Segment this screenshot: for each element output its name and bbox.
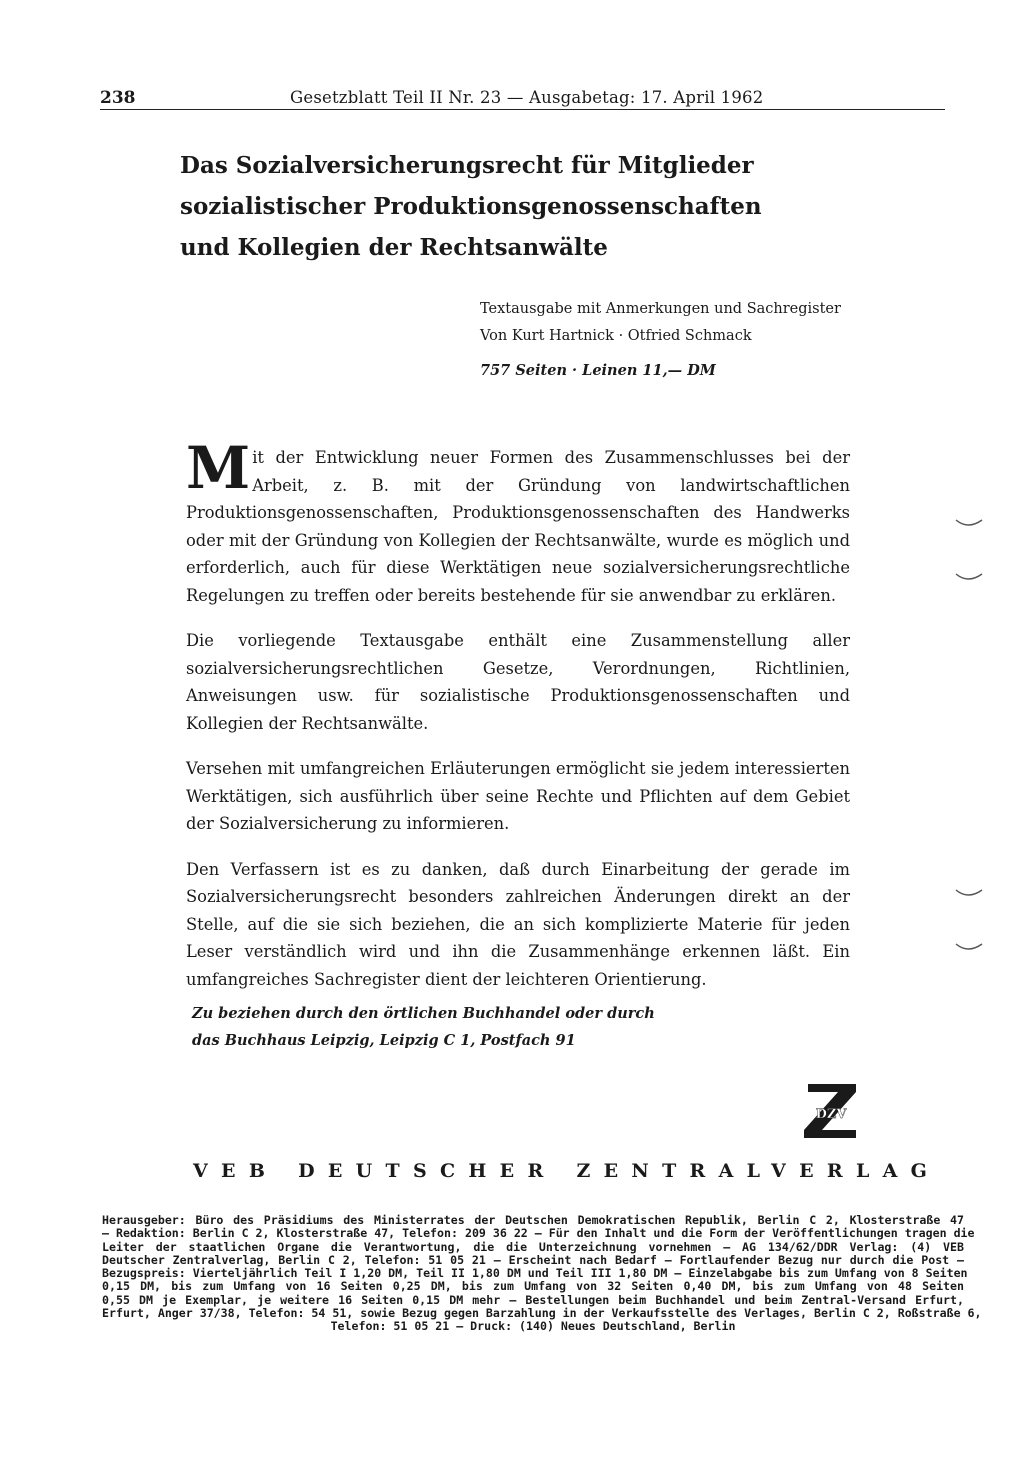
paragraph: Versehen mit umfangreichen Erläuterungen ermöglicht sie jedem interessierten Werktätigen, sich ausführlich über seine Rechte und Pflichten auf dem Gebiet der Sozialversicherung zu informieren. (186, 759, 850, 833)
book-title-line: sozialistischer Produktionsgenossenschaften (180, 193, 762, 220)
book-title-line: und Kollegien der Rechtsanwälte (180, 234, 608, 261)
imprint-line: – Redaktion: Berlin C 2, Klosterstraße 47, Telefon: 209 36 22 – Für den Inhalt und die Form der Veröffentlichungen tragen die (102, 1226, 975, 1241)
book-authors: Von Kurt Hartnick · Otfried Schmack (480, 328, 752, 344)
logo-text: DZV (815, 1107, 847, 1122)
book-title (180, 145, 800, 268)
imprint-line: Leiter der staatlichen Organe die Verantwortung, die die Unterzeichnung vornehmen – AG 134/62/DDR Verlag: (4) VEB (102, 1239, 964, 1254)
imprint-line: Telefon: 51 05 21 – Druck: (140) Neues Deutschland, Berlin (330, 1319, 736, 1334)
margin-mark-icon (950, 570, 990, 586)
margin-mark-icon (950, 940, 990, 956)
paragraph (186, 434, 850, 609)
paragraph-text: it der Entwicklung neuer Formen des Zusammenschlusses bei der Arbeit, z. B. mit der Gründung von landwirtschaftlichen Produktionsgenossenschaften, Produktionsgenossenschaften des Handwerks oder mit der Gründung von Kollegien der Rechtsanwälte, wurde es möglich und erforderlich, auch für diese Werktätigen neue sozialversicherungsrechtliche Regelungen zu treffen oder bereits bestehende für sie anwendbar zu erklären. (186, 448, 850, 605)
margin-mark-icon (950, 886, 990, 902)
imprint-line: Bezugspreis: Vierteljährlich Teil I 1,20 DM, Teil II 1,80 DM und Teil III 1,80 DM – Einzelabgabe bis zum Umfang von 8 Seiten (102, 1266, 968, 1281)
imprint-line: 0,15 DM, bis zum Umfang von 16 Seiten 0,25 DM, bis zum Umfang von 32 Seiten 0,40 DM, bis zum Umfang von 48 Seiten (102, 1279, 964, 1294)
ordering-info (192, 1000, 655, 1054)
imprint (102, 1213, 982, 1334)
page-number: 238 (100, 88, 136, 108)
article-body (186, 434, 850, 1011)
drop-cap: M (186, 434, 251, 502)
publisher-name: VEB DEUTSCHER ZENTRALVERLAG (193, 1160, 941, 1182)
paragraph: Die vorliegende Textausgabe enthält eine Zusammenstellung aller sozialversicherungsrechtlichen Gesetze, Verordnungen, Richtlinien, Anweisungen usw. für sozialistische Produktionsgenossenschaften und Kollegien der Rechtsanwälte. (186, 631, 850, 733)
ordering-line: das Buchhaus Leipzig, Leipzig C 1, Postfach 91 (192, 1032, 576, 1049)
imprint-line: 0,55 DM je Exemplar, je weitere 16 Seiten 0,15 DM mehr – Bestellungen beim Buchhandel und beim Zentral-Versand Erfurt, (102, 1292, 964, 1307)
ordering-line: Zu beziehen durch den örtlichen Buchhandel oder durch (192, 1005, 655, 1022)
imprint-line: Deutscher Zentralverlag, Berlin C 2, Telefon: 51 05 21 – Erscheint nach Bedarf – Fortlaufender Bezug nur durch die Post – (102, 1252, 964, 1267)
running-title: Gesetzblatt Teil II Nr. 23 — Ausgabetag: 17. April 1962 (290, 88, 764, 107)
book-meta: 757 Seiten · Leinen 11,— DM (480, 362, 716, 379)
book-title-line: Das Sozialversicherungsrecht für Mitglieder (180, 152, 754, 179)
book-subtitle-block (480, 296, 841, 350)
imprint-line: Herausgeber: Büro des Präsidiums des Ministerrates der Deutschen Demokratischen Republik, Berlin C 2, Klosterstraße 47 (102, 1213, 964, 1227)
paragraph: Den Verfassern ist es zu danken, daß durch Einarbeitung der gerade im Sozialversicherungsrecht besonders zahlreichen Änderungen direkt an der Stelle, auf die sie sich beziehen, die an sich komplizierte Materie für jeden Leser verständlich wird und ihn die Zusammenhänge erkennen läßt. Ein umfangreiches Sachregister dient der leichteren Orientierung. (186, 859, 850, 989)
margin-mark-icon (950, 516, 990, 532)
margin-marks (950, 0, 990, 1465)
book-subtitle: Textausgabe mit Anmerkungen und Sachregister (480, 301, 841, 317)
header-rule (100, 109, 945, 110)
imprint-line: Erfurt, Anger 37/38, Telefon: 54 51, sowie Bezug gegen Barzahlung in der Verkaufsstelle des Verlages, Berlin C 2, Roßstraße 6, (102, 1306, 982, 1321)
publisher-logo-icon (800, 1080, 862, 1142)
